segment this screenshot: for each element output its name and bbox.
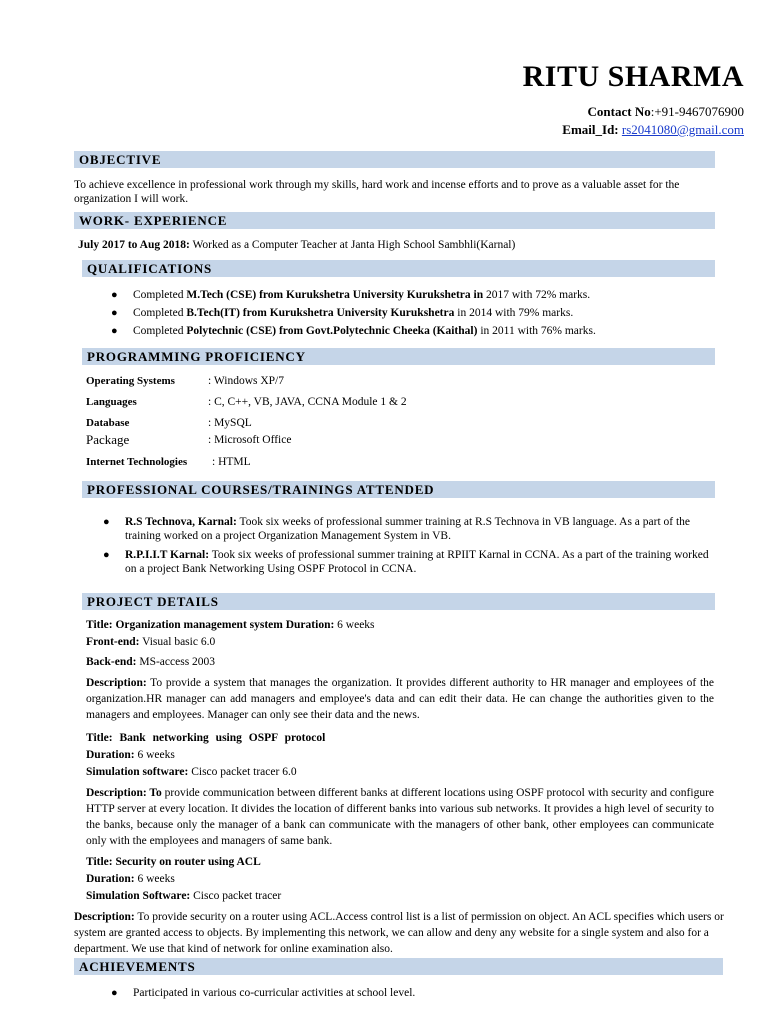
project-frontend: Front-end: Visual basic 6.0: [86, 636, 216, 648]
project-title: Title: Bank networking using OSPF protocol: [86, 732, 326, 744]
project-title: Title: Security on router using ACL: [86, 856, 261, 868]
table-row: Internet Technologies : HTML: [86, 456, 251, 468]
list-item: ● R.S Technova, Karnal: Took six weeks of professional summer training at R.S Technova in VB language. As a part of the training worked on a project Organization Management System in VB.: [103, 516, 691, 542]
qualifications-list: [111, 288, 723, 338]
project-title: Title: Organization management system Duration: 6 weeks: [86, 619, 375, 631]
email: Email_Id: rs2041080@gmail.com: [562, 122, 744, 137]
list-item: ● Completed M.Tech (CSE) from Kurukshetra University Kurukshetra in 2017 with 72% marks.: [111, 289, 591, 301]
section-objective-header: OBJECTIVE: [74, 151, 715, 168]
objective-text: To achieve excellence in professional work through my skills, hard work and incense efforts and to prove as a valuable asset for the organization I will work.: [74, 179, 680, 205]
table-row: Database : MySQL: [86, 417, 252, 429]
project-duration: Duration: 6 weeks: [86, 749, 175, 761]
project-bank-networking: [86, 731, 714, 849]
achievements-list: [111, 986, 723, 1000]
project-description: Description: To provide security on a router using ACL.Access control list is a list of permission on object. An ACL specifies which users or system are granted access to objects. By implementing this network, we can allow and deny any website for a single system and also for a department. We use that kind of network for online examination also.: [74, 911, 724, 955]
table-row: Languages : C, C++, VB, JAVA, CCNA Module 1 & 2: [86, 396, 407, 408]
table-row: Package : Microsoft Office: [86, 432, 292, 447]
courses-list: [103, 515, 715, 576]
list-item: ● Completed B.Tech(IT) from Kurukshetra University Kurukshetra in 2014 with 79% marks.: [111, 307, 574, 319]
list-item: ● Completed Polytechnic (CSE) from Govt.Polytechnic Cheeka (Kaithal) in 2011 with 76% marks.: [111, 325, 596, 337]
project-description: Description: To provide communication between different banks at different locations using OSPF protocol with security and configure HTTP server at every location. It divides the location of different banks into various sub networks. It provides a high level of security to the banks, because only the manager of a bank can communicate with the managers of other bank, other employees can communicate only with the employees and managers of same bank.: [86, 787, 714, 847]
contact-number: Contact No:+91-9467076900: [587, 104, 744, 119]
project-simulation: Simulation Software: Cisco packet tracer: [86, 890, 282, 902]
project-security-acl: [86, 855, 714, 906]
bullet-icon: ●: [103, 516, 110, 528]
list-item: ● Participated in various co-curricular activities at school level.: [111, 987, 416, 999]
bullet-icon: ●: [111, 289, 118, 301]
section-courses-header: PROFESSIONAL COURSES/TRAININGS ATTENDED: [82, 481, 715, 498]
bullet-icon: ●: [111, 987, 118, 999]
contact-block: [562, 103, 744, 139]
section-projects-header: PROJECT DETAILS: [82, 593, 715, 610]
bullet-icon: ●: [111, 325, 118, 337]
bullet-icon: ●: [103, 549, 110, 561]
list-item: ● R.P.I.I.T Karnal: Took six weeks of professional summer training at RPIIT Karnal in CCNA. As a part of the training worked on a project Bank Networking Using OSPF Protocol in CCNA.: [103, 549, 709, 575]
project-duration: Duration: 6 weeks: [86, 873, 175, 885]
project-simulation: Simulation software: Cisco packet tracer 6.0: [86, 766, 297, 778]
programming-table: [86, 374, 686, 476]
candidate-name: RITU SHARMA: [522, 60, 744, 93]
project-organization: [86, 618, 714, 723]
table-row: Operating Systems : Windows XP/7: [86, 375, 285, 387]
section-qualifications-header: QUALIFICATIONS: [82, 260, 715, 277]
work-entry: July 2017 to Aug 2018: Worked as a Computer Teacher at Janta High School Sambhli(Karnal): [78, 239, 516, 251]
project-backend: Back-end: MS-access 2003: [86, 656, 216, 668]
project-description: Description: To provide a system that manages the organization. It provides different authority to HR manager and employees of the organization.HR manager can add managers and employee's data and can edit their data. He can change the authorities given to the managers and employees. Manager can only see their data and the news.: [86, 677, 714, 721]
bullet-icon: ●: [111, 307, 118, 319]
section-achievements-header: ACHIEVEMENTS: [74, 958, 723, 975]
section-programming-header: PROGRAMMING PROFICIENCY: [82, 348, 715, 365]
email-link[interactable]: rs2041080@gmail.com: [621, 122, 744, 137]
section-work-header: WORK- EXPERIENCE: [74, 212, 715, 229]
